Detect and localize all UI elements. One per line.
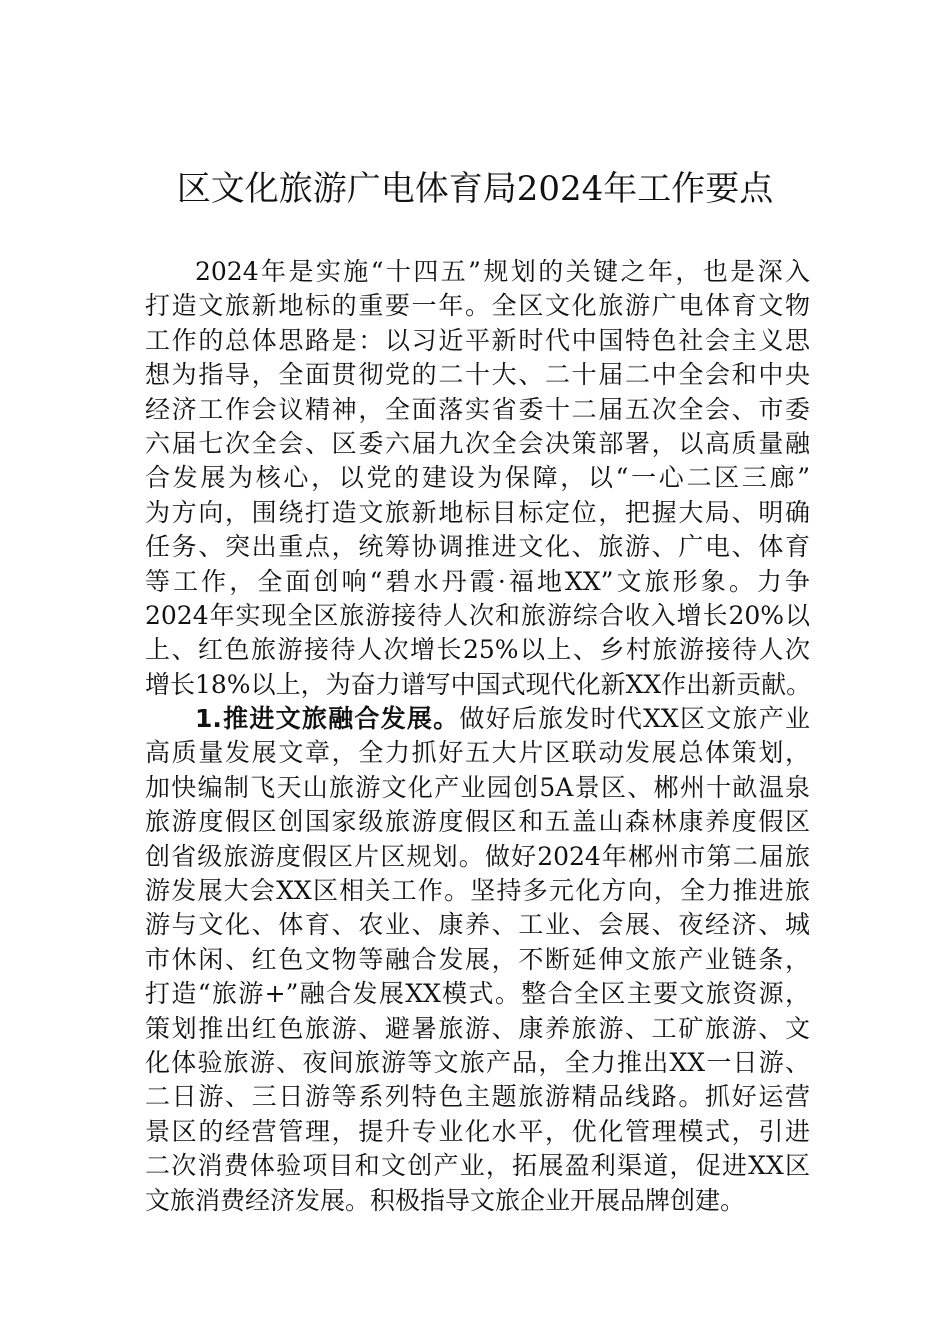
text-line: 等工作，全面创响“碧水丹霞·福地XX”文旅形象。力争 (145, 566, 810, 596)
text-line: 文旅消费经济发展。积极指导文旅企业开展品牌创建。 (145, 1185, 746, 1215)
text-line: 高质量发展文章，全力抓好五大片区联动发展总体策划， (145, 738, 810, 768)
text-line: 经济工作会议精神，全面落实省委十二届五次全会、市委 (145, 394, 810, 424)
text-line: 游与文化、体育、农业、康养、工业、会展、夜经济、城 (145, 910, 810, 940)
text-line: 二次消费体验项目和文创产业，拓展盈利渠道，促进XX区 (145, 1151, 810, 1181)
document-body (145, 255, 810, 1218)
section-1-paragraph (145, 702, 810, 1218)
document-title: 区文化旅游广电体育局2024年工作要点 (176, 169, 774, 209)
text-line: 创省级旅游度假区片区规划。做好2024年郴州市第二届旅 (145, 841, 810, 871)
text-line: 任务、突出重点，统筹协调推进文化、旅游、广电、体育 (145, 532, 810, 562)
section-1-first-line-text: 做好后旅发时代XX区文旅产业 (459, 704, 810, 734)
text-line: 游发展大会XX区相关工作。坚持多元化方向，全力推进旅 (145, 876, 810, 906)
text-line: 加快编制飞天山旅游文化产业园创5A景区、郴州十畝温泉 (145, 772, 810, 802)
text-line: 2024年是实施“十四五”规划的关键之年，也是深入 (195, 257, 810, 286)
text-line: 合发展为核心，以党的建设为保障，以“一心二区三廊” (145, 463, 810, 493)
text-line: 市休闲、红色文物等融合发展，不断延伸文旅产业链条， (145, 944, 810, 974)
text-line: 2024年实现全区旅游接待人次和旅游综合收入增长20%以 (145, 600, 810, 630)
text-line: 想为指导，全面贯彻党的二十大、二十届二中全会和中央 (145, 360, 810, 390)
text-line: 景区的经营管理，提升专业化水平，优化管理模式，引进 (145, 1116, 810, 1146)
section-1-first-line (145, 702, 810, 736)
text-line: 化体验旅游、夜间旅游等文旅产品，全力推出XX一日游、 (145, 1047, 810, 1077)
section-1-heading: 1.推进文旅融合发展。 (195, 704, 460, 734)
text-line: 工作的总体思路是：以习近平新时代中国特色社会主义思 (145, 325, 810, 355)
text-line: 旅游度假区创国家级旅游度假区和五盖山森林康养度假区 (145, 807, 810, 837)
text-line: 六届七次全会、区委六届九次全会决策部署，以高质量融 (145, 428, 810, 458)
text-line: 策划推出红色旅游、避暑旅游、康养旅游、工矿旅游、文 (145, 1013, 810, 1043)
intro-paragraph (145, 255, 810, 702)
text-line: 二日游、三日游等系列特色主题旅游精品线路。抓好运营 (145, 1082, 810, 1112)
text-line: 增长18%以上，为奋力谱写中国式现代化新XX作出新贡献。 (145, 669, 812, 699)
text-line: 打造文旅新地标的重要一年。全区文化旅游广电体育文物 (145, 291, 810, 321)
text-line: 为方向，围绕打造文旅新地标目标定位，把握大局、明确 (145, 497, 810, 527)
text-line: 打造“旅游+”融合发展XX模式。整合全区主要文旅资源， (145, 979, 810, 1009)
text-line: 上、红色旅游接待人次增长25%以上、乡村旅游接待人次 (145, 635, 810, 665)
